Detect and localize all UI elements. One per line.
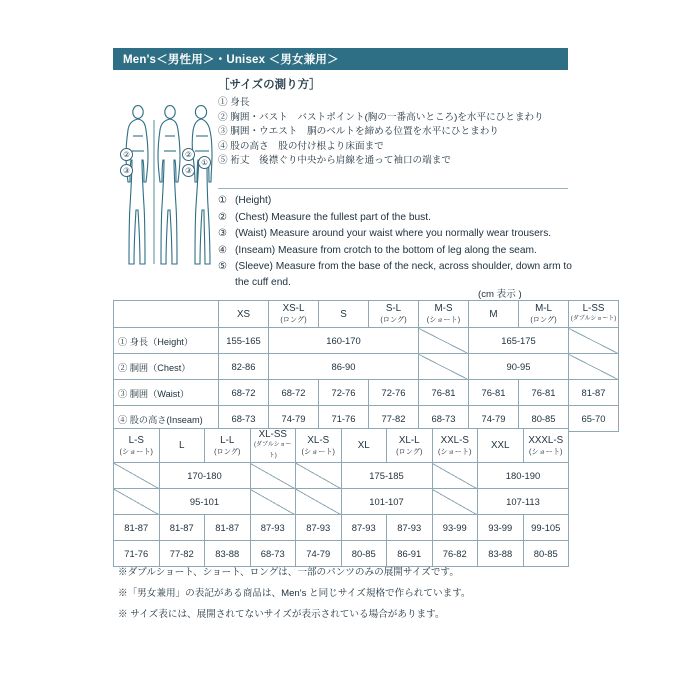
table1-col-s: S [319, 301, 369, 328]
measuring-item-en-2-num: ② [218, 211, 228, 223]
measuring-item-jp-1: ① 身長 [218, 97, 250, 108]
table2-r4-c2: 77-82 [159, 541, 205, 567]
table1-r1-diag-1 [419, 328, 469, 354]
measuring-instructions-jp [218, 96, 568, 169]
table1-row-inseam-label: ④ 股の高さ(Inseam) [114, 406, 219, 432]
measuring-item-jp-5: ⑤ 裄丈 後襟ぐり中央から肩線を通って袖口の端まで [218, 155, 451, 167]
figure-label-2a: ② [120, 148, 133, 161]
measuring-item-en-4 [218, 243, 573, 259]
table2-r1-diag-2 [250, 463, 296, 489]
measuring-item-en-3-text: (Waist) Measure around your waist where you normally wear trousers. [235, 228, 552, 240]
table2-r4-c1: 71-76 [114, 541, 160, 567]
table2-r3-c3: 81-87 [205, 515, 251, 541]
table1-r2-c2: 86-90 [269, 354, 419, 380]
table1-r2-diag-1 [419, 354, 469, 380]
table2-r1-diag-4 [432, 463, 478, 489]
table2-r1-c1: 170-180 [159, 463, 250, 489]
measuring-item-jp-2: ② 胸囲・バスト バストポイント(胸の一番高いところ)を水平にひとまわり [218, 111, 544, 123]
divider [218, 188, 568, 189]
measuring-item-en-1-num: ① [218, 195, 228, 206]
table1-r3-c8: 81-87 [569, 380, 619, 406]
measuring-item-en-5-num: ⑤ [218, 261, 228, 273]
table-header-row [114, 301, 619, 328]
table2-r4-c3: 83-88 [205, 541, 251, 567]
measuring-title: ［サイズの測り方］ [218, 79, 321, 91]
table1-r4-c6: 74-79 [469, 406, 519, 432]
table2-r4-c10: 80-85 [523, 541, 569, 567]
table2-col-xl-l: XL-L (ロング) [387, 429, 433, 463]
size-table-primary [113, 300, 619, 432]
table1-col-m-s: M-S (ショート) [419, 301, 469, 328]
table2-r4-c9: 83-88 [478, 541, 524, 567]
table1-r4-c4: 77-82 [369, 406, 419, 432]
table1-r3-c7: 76-81 [519, 380, 569, 406]
measuring-item-en-2 [218, 210, 573, 226]
table1-r3-c3: 72-76 [319, 380, 369, 406]
table-row [114, 489, 569, 515]
table2-r1-diag-3 [296, 463, 342, 489]
table-row [114, 515, 569, 541]
table1-r3-c4: 72-76 [369, 380, 419, 406]
table1-col-xs: XS [219, 301, 269, 328]
table1-r3-c6: 76-81 [469, 380, 519, 406]
table1-row-height-label: ① 身長（Height） [114, 328, 219, 354]
table2-r3-c5: 87-93 [296, 515, 342, 541]
table1-r4-c2: 74-79 [269, 406, 319, 432]
table1-r4-c3: 71-76 [319, 406, 369, 432]
table1-r3-c2: 68-72 [269, 380, 319, 406]
footnotes [118, 562, 578, 625]
table1-col-m-l: M-L (ロング) [519, 301, 569, 328]
table1-row-waist-label: ③ 胴囲（Waist） [114, 380, 219, 406]
table2-r3-c7: 87-93 [387, 515, 433, 541]
measuring-item-en-4-text: (Inseam) Measure from crotch to the bottom of leg along the seam. [235, 244, 537, 256]
table-row [114, 380, 619, 406]
measuring-item-en-1 [218, 193, 573, 209]
table1-corner-cell [114, 301, 219, 328]
table2-r4-c4: 68-73 [250, 541, 296, 567]
table1-r1-c2: 160-170 [269, 328, 419, 354]
table2-r2-diag-2 [250, 489, 296, 515]
figure-callout-labels [120, 96, 224, 292]
table1-r1-c3: 165-175 [469, 328, 569, 354]
table1-col-l-ss: L-SS (ダブルショート) [569, 301, 619, 328]
table1-r3-c5: 76-81 [419, 380, 469, 406]
table1-r4-c7: 80-85 [519, 406, 569, 432]
figure-label-3b: ③ [182, 164, 195, 177]
footnote-1: ※ダブルショート、ショート、ロングは、一部のパンツのみの展開サイズです。 [118, 567, 459, 578]
table2-r3-c10: 99-105 [523, 515, 569, 541]
table2-r2-diag-4 [432, 489, 478, 515]
footnote-3: ※ サイズ表には、展開されてないサイズが表示されている場合があります。 [118, 609, 445, 620]
table1-r2-c3: 90-95 [469, 354, 569, 380]
table2-r4-c5: 74-79 [296, 541, 342, 567]
table2-r2-diag-1 [114, 489, 160, 515]
measuring-instructions-en [218, 193, 573, 292]
table2-r3-c1: 81-87 [114, 515, 160, 541]
table2-r3-c4: 87-93 [250, 515, 296, 541]
measuring-item-en-4-num: ④ [218, 244, 228, 256]
unit-note: (cm 表示 ) [478, 289, 522, 300]
figure-label-2b: ② [182, 148, 195, 161]
section-header-title: Men's＜男性用＞・Unisex ＜男女兼用＞ [123, 54, 339, 66]
section-header [113, 48, 568, 70]
measuring-item-jp-3: ③ 胴囲・ウエスト 胴のベルトを締める位置を水平にひとまわり [218, 126, 499, 138]
table2-r3-c9: 93-99 [478, 515, 524, 541]
table2-col-xxxl-s: XXXL-S (ショート) [523, 429, 569, 463]
table1-r4-c1: 68-73 [219, 406, 269, 432]
figure-label-1: ① [198, 156, 211, 169]
table2-col-l: L [159, 429, 205, 463]
table1-r3-c1: 68-72 [219, 380, 269, 406]
measuring-item-en-5-text: (Sleeve) Measure from the base of the neck, across shoulder, down arm to the cuff end. [235, 261, 572, 288]
table1-r1-diag-2 [569, 328, 619, 354]
table2-r4-c6: 80-85 [341, 541, 387, 567]
table2-r1-c2: 175-185 [341, 463, 432, 489]
table1-r2-diag-2 [569, 354, 619, 380]
table1-r1-c1: 155-165 [219, 328, 269, 354]
table2-col-xxl: XXL [478, 429, 524, 463]
table2-col-xl: XL [341, 429, 387, 463]
table2-col-xxl-s: XXL-S (ショート) [432, 429, 478, 463]
table2-r4-c8: 76-82 [432, 541, 478, 567]
table2-r4-c7: 86-91 [387, 541, 433, 567]
table2-col-l-l: L-L (ロング) [205, 429, 251, 463]
table2-r2-diag-3 [296, 489, 342, 515]
table1-col-xs-l: XS-L (ロング) [269, 301, 319, 328]
table1-r2-c1: 82-86 [219, 354, 269, 380]
measuring-item-en-3 [218, 226, 573, 242]
size-table-secondary [113, 428, 569, 567]
table1-col-m: M [469, 301, 519, 328]
table2-r3-c6: 87-93 [341, 515, 387, 541]
table1-r4-c5: 68-73 [419, 406, 469, 432]
table2-r2-c3: 107-113 [478, 489, 569, 515]
table2-col-xl-s: XL-S (ショート) [296, 429, 342, 463]
table-header-row [114, 429, 569, 463]
table2-r3-c2: 81-87 [159, 515, 205, 541]
table2-r1-c3: 180-190 [478, 463, 569, 489]
table2-r2-c1: 95-101 [159, 489, 250, 515]
table2-col-xl-ss: XL-SS (ダブルショート) [250, 429, 296, 463]
measuring-item-jp-4: ④ 股の高さ 股の付け根より床面まで [218, 140, 384, 152]
table1-col-s-l: S-L (ロング) [369, 301, 419, 328]
measuring-item-en-3-num: ③ [218, 228, 228, 240]
table2-r2-c2: 101-107 [341, 489, 432, 515]
table2-r1-diag-1 [114, 463, 160, 489]
measuring-item-en-2-text: (Chest) Measure the fullest part of the bust. [235, 211, 431, 223]
table-row [114, 328, 619, 354]
footnote-2: ※「男女兼用」の表記がある商品は、Men's と同じサイズ規格で作られています。 [118, 588, 471, 599]
figure-label-3a: ③ [120, 164, 133, 177]
table2-r3-c8: 93-99 [432, 515, 478, 541]
measuring-item-en-1-text: (Height) [235, 195, 272, 206]
table-row [114, 463, 569, 489]
table2-col-l-s: L-S (ショート) [114, 429, 160, 463]
table1-r4-c8: 65-70 [569, 406, 619, 432]
table-row [114, 354, 619, 380]
table1-row-chest-label: ② 胴囲（Chest） [114, 354, 219, 380]
